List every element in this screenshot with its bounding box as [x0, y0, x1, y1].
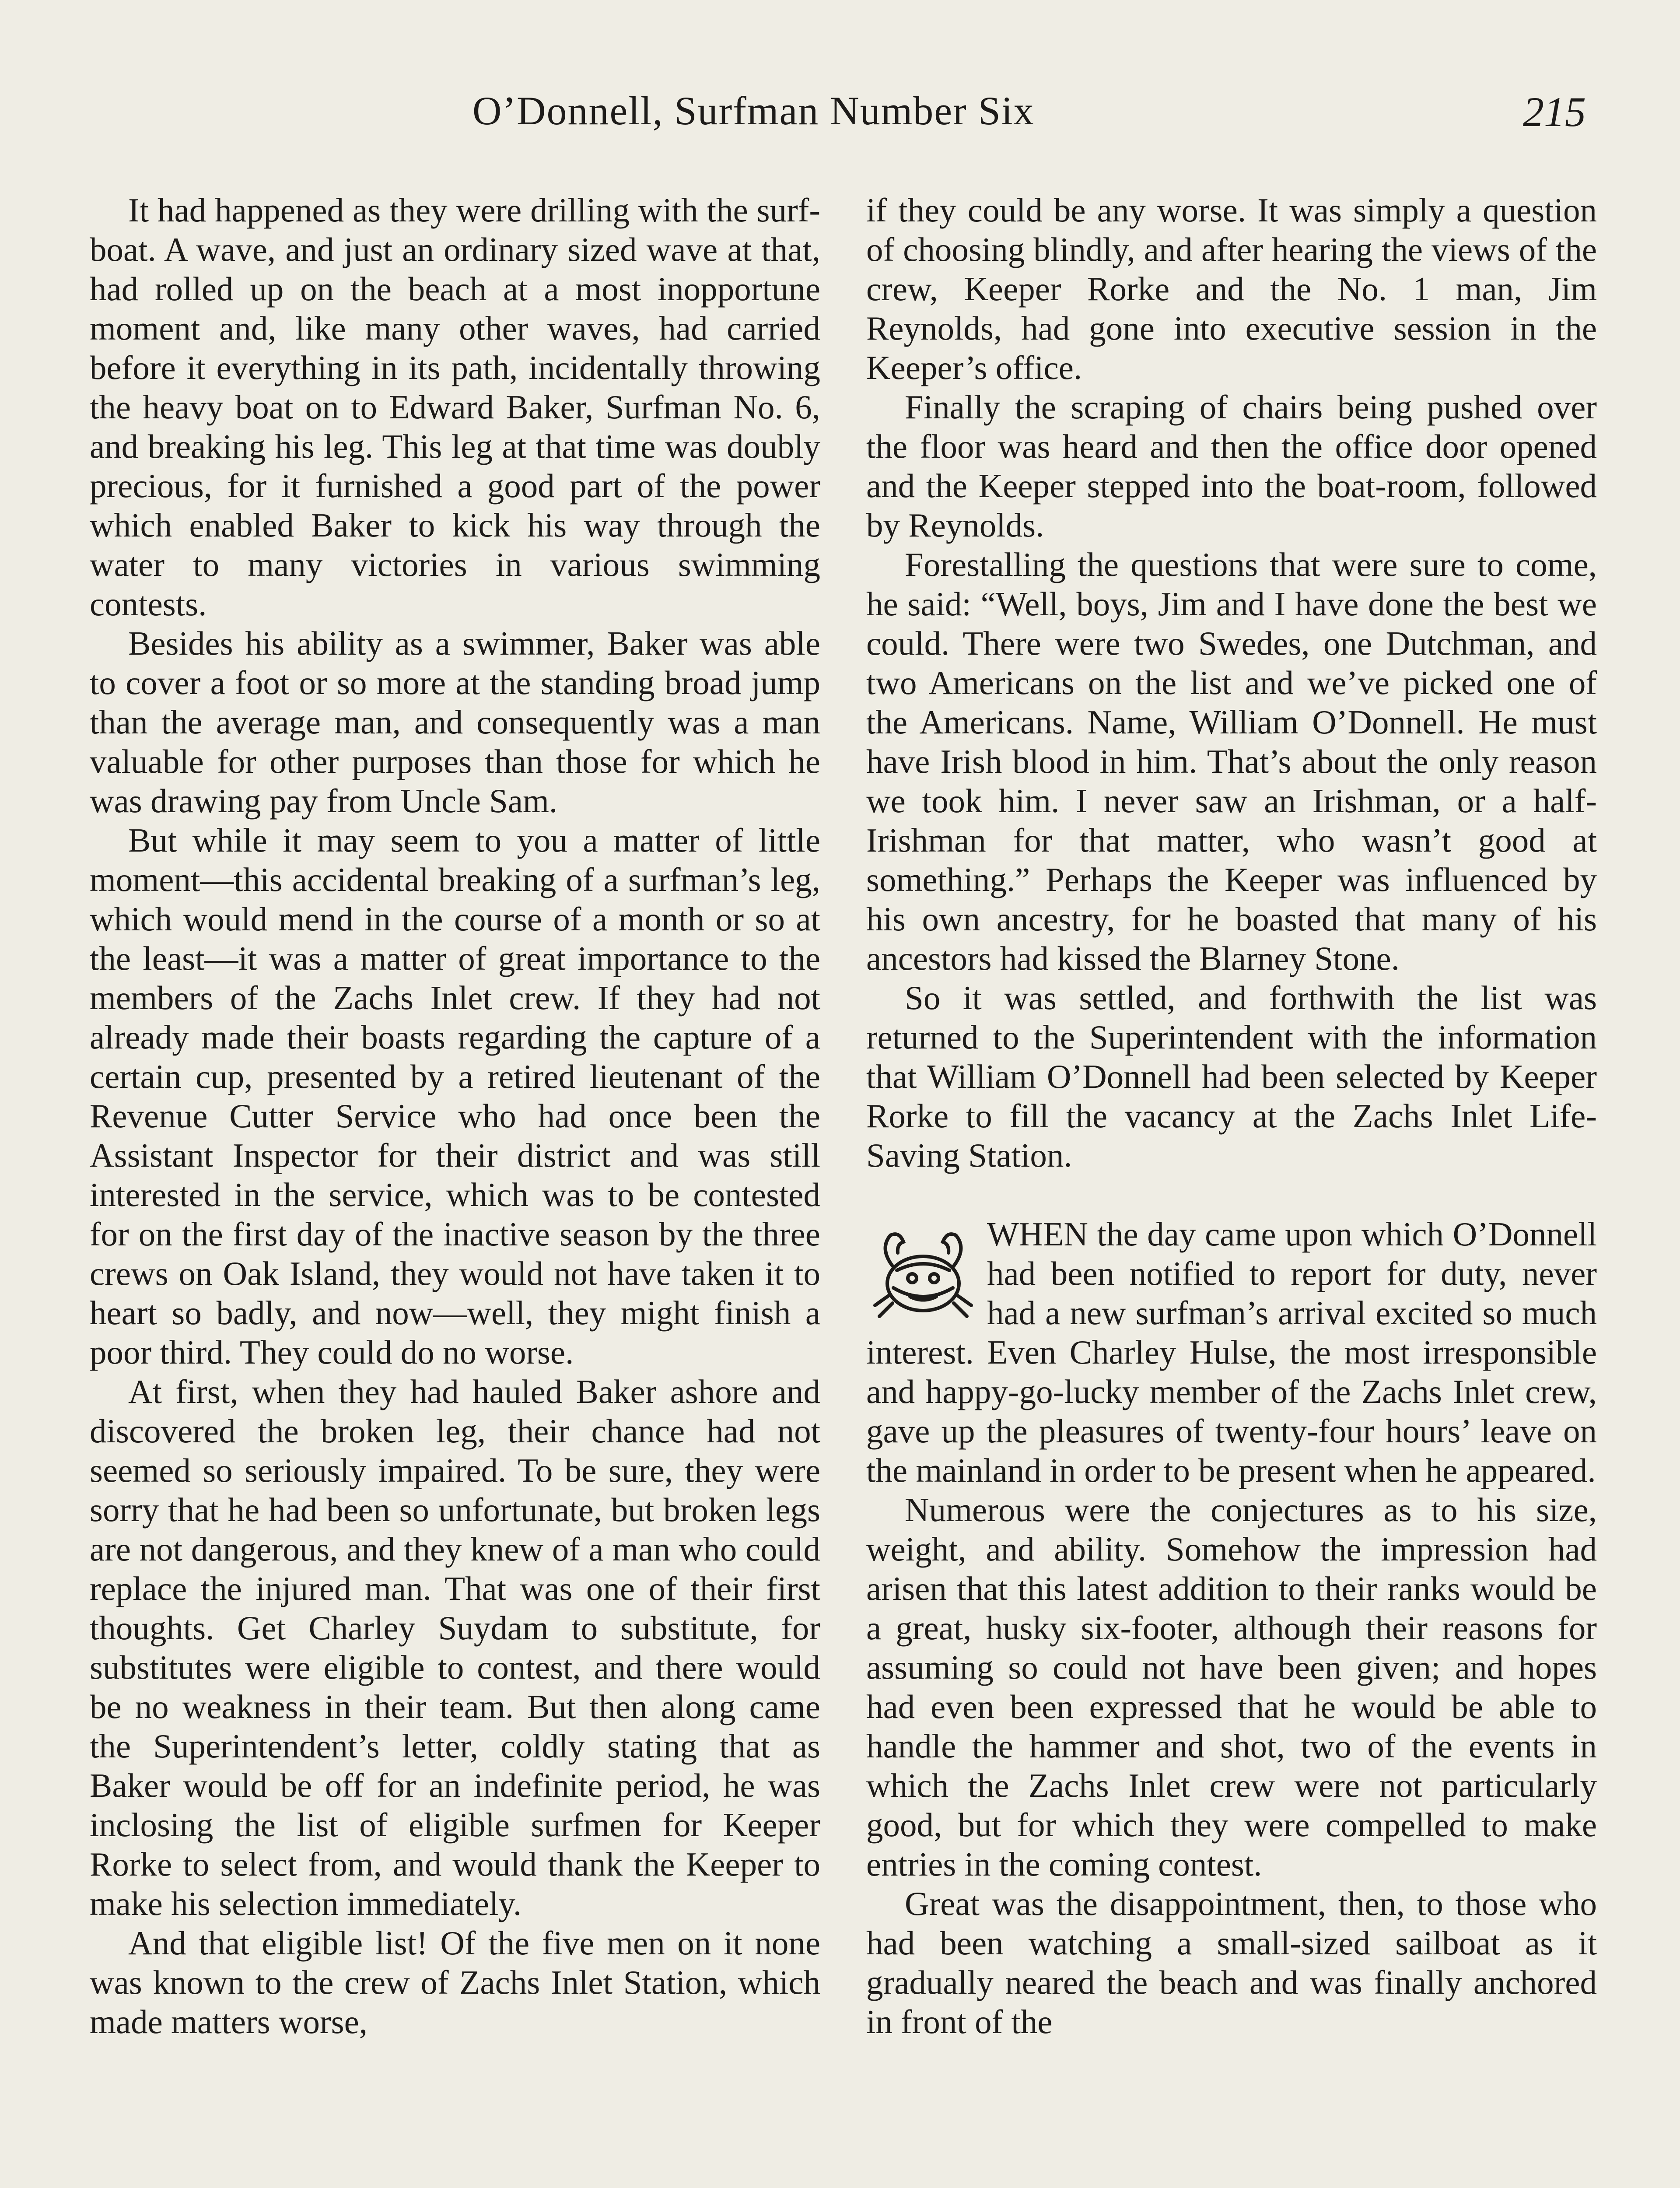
paragraph: But while it may seem to you a matter of little moment—this accidental breaking of a surfman’s leg, which would mend in the course of a month or so at the least—it was a matter of great importance to the members of the Zachs Inlet crew. If they had not already made their boasts regarding the capture of a certain cup, presented by a retired lieutenant of the Revenue Cutter Service who had once been the Assistant Inspector for their district and was still interested in the service, which was to be contested for on the first day of the inactive season by the three crews on Oak Island, they would not have taken it to heart so badly, and now—well, they might finish a poor third. They could do no worse. — [90, 821, 820, 1371]
paragraph: Numerous were the conjectures as to his size, weight, and ability. Somehow the impression had arisen that this latest addition to their ranks would be a great, husky six-footer, although their reasons for assuming so could not have been given; and hopes had even been expressed that he would be able to handle the hammer and shot, two of the events in which the Zachs Inlet crew were not particularly good, but for which they were compelled to make entries in the coming contest. — [866, 1491, 1597, 1883]
paragraph-continuation: if they could be any worse. It was simply a question of choosing blindly, and after hearing the views of the crew, Keeper Rorke and the No. 1 man, Jim Reynolds, had gone into executive session in the Keeper’s office. — [866, 191, 1597, 386]
paragraph: It had happened as they were drilling with the surf-boat. A wave, and just an ordinary sized wave at that, had rolled up on the beach at a most inopportune moment and, like many other waves, had carried before it everything in its path, incidentally throwing the heavy boat on to Edward Baker, Surfman No. 6, and breaking his leg. This leg at that time was doubly precious, for it furnished a good part of the power which enabled Baker to kick his way through the water to many victories in various swimming contests. — [90, 191, 820, 623]
section-break — [866, 1175, 1597, 1214]
right-column — [866, 190, 1597, 2188]
paragraph: Finally the scraping of chairs being pushed over the floor was heard and then the office door opened and the Keeper stepped into the boat-room, followed by Reynolds. — [866, 388, 1597, 544]
page-header — [0, 88, 1680, 158]
left-column — [90, 190, 820, 2188]
paragraph: At first, when they had hauled Baker ashore and discovered the broken leg, their chance had not seemed so seriously impaired. To be sure, they were sorry that he had been so unfortunate, but broken legs are not dangerous, and they knew of a man who could replace the injured man. That was one of their first thoughts. Get Charley Suydam to substitute, for substitutes were eligible to contest, and there would be no weakness in their team. But then along came the Superintendent’s letter, coldly stating that as Baker would be off for an indefinite period, he was inclosing the list of eligible surfmen for Keeper Rorke to select from, and would thank the Keeper to make his selection immediately. — [90, 1373, 820, 1922]
section-opening-paragraph: WHEN the day came upon which O’Donnell had been notified to report for duty, never had a new surfman’s arrival excited so much interest. Even Charley Hulse, the most irresponsible and happy-go-lucky member of the Zachs Inlet crew, gave up the pleasures of twenty-four hours’ leave on the mainland in order to be present when he appeared. — [866, 1215, 1597, 1489]
page-number: 215 — [1523, 88, 1586, 135]
running-head: O’Donnell, Surfman Number Six — [472, 88, 1035, 133]
paragraph: Besides his ability as a swimmer, Baker was able to cover a foot or so more at the standing broad jump than the average man, and consequently was a man valuable for other purposes than those for which he was drawing pay from Uncle Sam. — [90, 624, 820, 820]
paragraph: So it was settled, and forthwith the list was returned to the Superintendent with the information that William O’Donnell had been selected by Keeper Rorke to fill the vacancy at the Zachs Inlet Life-Saving Station. — [866, 979, 1597, 1174]
paragraph: Forestalling the questions that were sure to come, he said: “Well, boys, Jim and I have done the best we could. There were two Swedes, one Dutchman, and two Americans on the list and we’ve picked one of the Americans. Name, William O’Donnell. He must have Irish blood in him. That’s about the only reason we took him. I never saw an Irishman, or a half-Irishman for that matter, who wasn’t good at something.” Perhaps the Keeper was influenced by his own ancestry, for he boasted that many of his ancestors had kissed the Blarney Stone. — [866, 546, 1597, 977]
paragraph: And that eligible list! Of the five men on it none was known to the crew of Zachs Inlet Station, which made matters worse, — [90, 1924, 820, 2041]
paragraph: Great was the disappointment, then, to those who had been watching a small-sized sailboat as it gradually neared the beach and was finally anchored in front of the — [866, 1885, 1597, 2041]
crab-ornament-icon — [866, 1218, 980, 1323]
